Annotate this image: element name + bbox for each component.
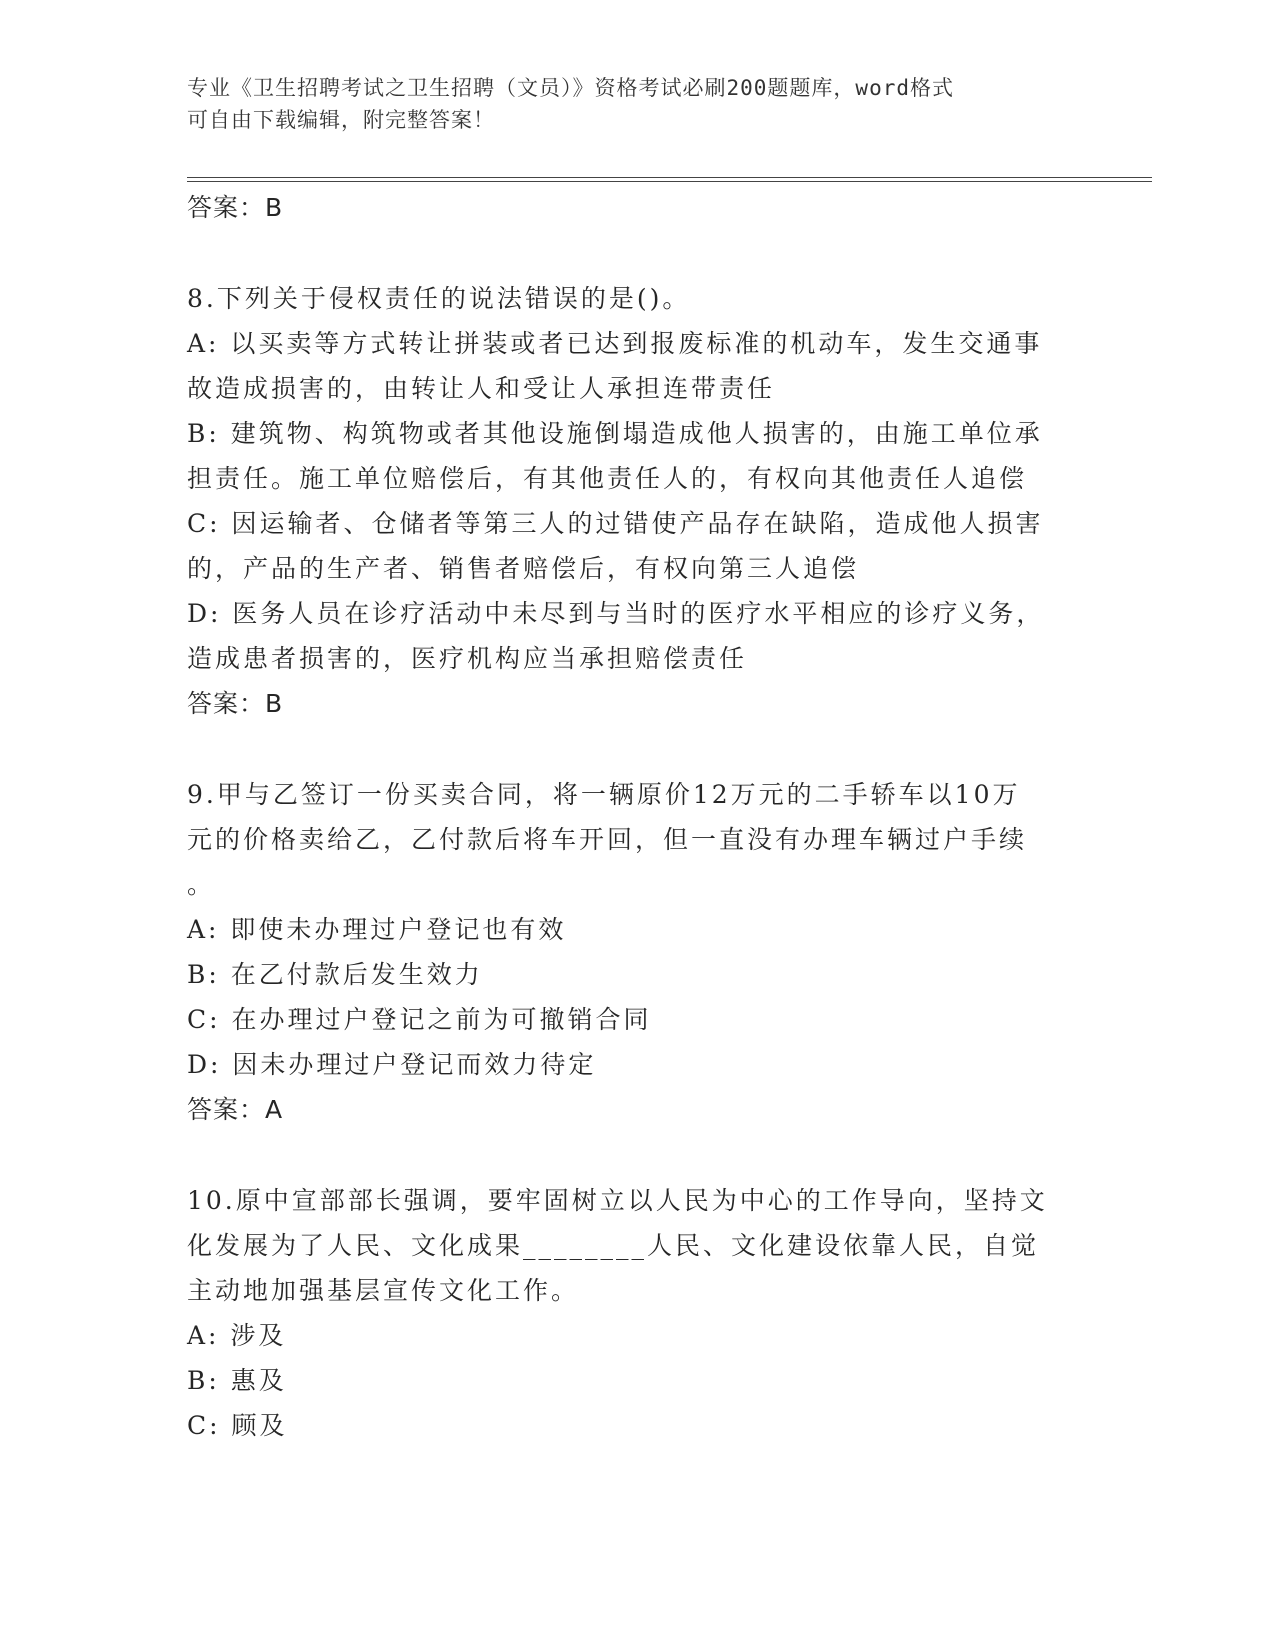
- question-10-option-b: B: 惠及: [187, 1366, 287, 1395]
- question-8: [187, 276, 1107, 726]
- question-8-option-c-line-2: 的，产品的生产者、销售者赔偿后，有权向第三人追偿: [187, 554, 860, 583]
- question-9-option-d: D: 因未办理过户登记而效力待定: [187, 1050, 597, 1079]
- question-8-option-a-line-1: A: 以买卖等方式转让拼装或者已达到报废标准的机动车，发生交通事: [187, 329, 1043, 358]
- question-10-stem-line-1: 10.原中宣部部长强调，要牢固树立以人民为中心的工作导向，坚持文: [187, 1186, 1048, 1215]
- question-content: [187, 185, 1107, 1448]
- question-9: [187, 772, 1107, 1132]
- header-title-line-2: 可自由下载编辑，附完整答案！: [187, 108, 495, 132]
- question-9-stem-line-2: 元的价格卖给乙，乙付款后将车开回，但一直没有办理车辆过户手续: [187, 825, 1028, 854]
- question-8-option-d-line-2: 造成患者损害的，医疗机构应当承担赔偿责任: [187, 644, 748, 673]
- page-header: [187, 72, 1067, 136]
- question-9-stem-line-3: 。: [187, 870, 216, 899]
- header-title-line-1: 专业《卫生招聘考试之卫生招聘（文员）》资格考试必刷200题题库，word格式: [187, 76, 954, 100]
- question-10-option-a: A: 涉及: [187, 1321, 287, 1350]
- question-8-option-b-line-1: B: 建筑物、构筑物或者其他设施倒塌造成他人损害的，由施工单位承: [187, 419, 1043, 448]
- question-8-option-c-line-1: C: 因运输者、仓储者等第三人的过错使产品存在缺陷，造成他人损害: [187, 509, 1044, 538]
- question-9-answer: 答案：A: [187, 1095, 284, 1124]
- question-8-stem: 8.下列关于侵权责任的说法错误的是()。: [187, 284, 691, 313]
- spacer: [187, 1132, 1107, 1178]
- question-9-stem-line-1: 9.甲与乙签订一份买卖合同，将一辆原价12万元的二手轿车以10万: [187, 780, 1021, 809]
- question-8-answer: 答案：B: [187, 689, 284, 718]
- question-8-option-a-line-2: 故造成损害的，由转让人和受让人承担连带责任: [187, 374, 776, 403]
- header-divider-top: [187, 177, 1152, 178]
- question-8-option-b-line-2: 担责任。施工单位赔偿后，有其他责任人的，有权向其他责任人追偿: [187, 464, 1028, 493]
- question-10-stem-line-2: 化发展为了人民、文化成果________人民、文化建设依靠人民，自觉: [187, 1231, 1040, 1260]
- question-9-option-a: A: 即使未办理过户登记也有效: [187, 915, 567, 944]
- spacer: [187, 230, 1107, 276]
- spacer: [187, 726, 1107, 772]
- previous-answer: 答案：B: [187, 193, 284, 222]
- question-8-option-d-line-1: D: 医务人员在诊疗活动中未尽到与当时的医疗水平相应的诊疗义务，: [187, 599, 1045, 628]
- question-10-option-c: C: 顾及: [187, 1411, 288, 1440]
- question-10-stem-line-3: 主动地加强基层宣传文化工作。: [187, 1276, 580, 1305]
- question-9-option-b: B: 在乙付款后发生效力: [187, 960, 483, 989]
- header-divider-bottom: [187, 181, 1152, 182]
- question-9-option-c: C: 在办理过户登记之前为可撤销合同: [187, 1005, 652, 1034]
- question-10: [187, 1178, 1107, 1448]
